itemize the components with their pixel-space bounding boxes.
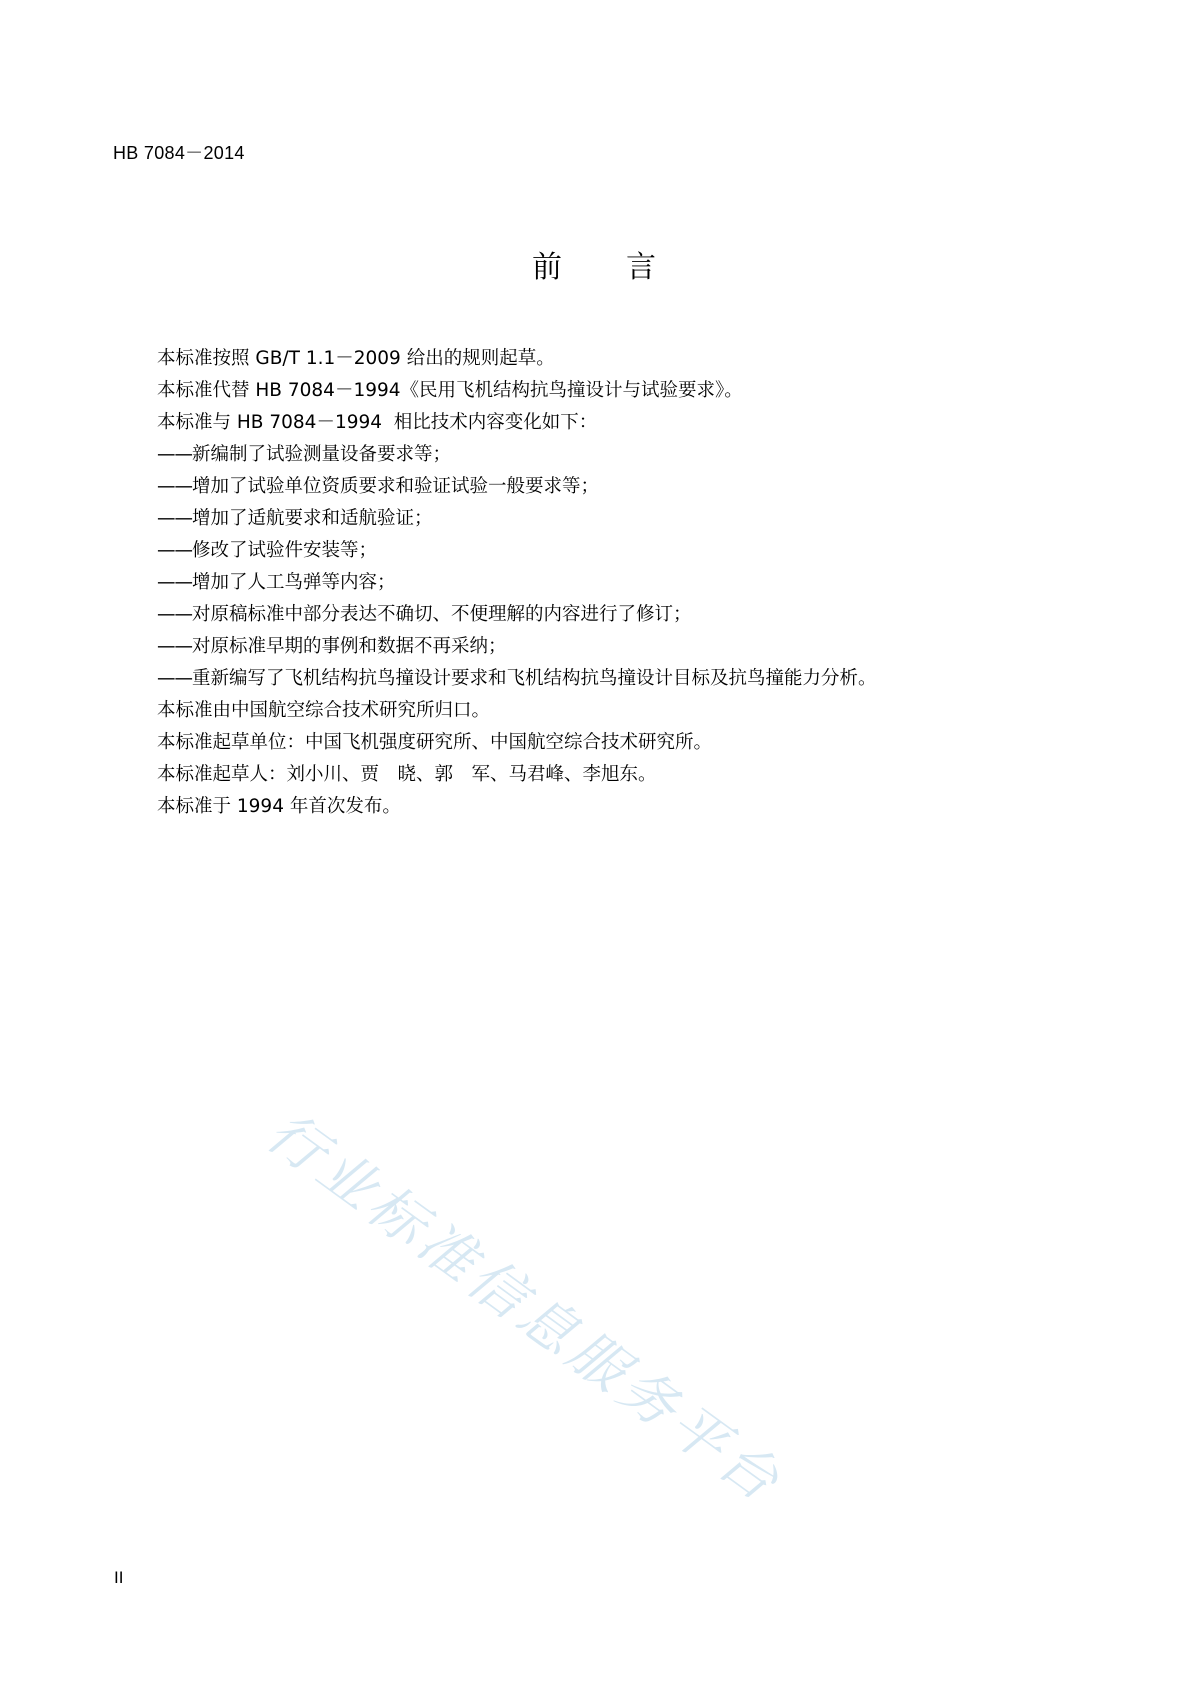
list-item-text: 修改了试验件安装等； [192,540,378,561]
list-item [157,471,1077,503]
list-item-text: 对原标准早期的事例和数据不再采纳； [192,636,507,657]
dash-marker: —— [157,444,192,465]
paragraph-changes-intro: 本标准与 HB 7084－1994 相比技术内容变化如下： [157,412,598,433]
dash-marker: —— [157,604,192,625]
list-item-text: 对原稿标准中部分表达不确切、不便理解的内容进行了修订； [192,604,692,625]
list-item-text: 增加了试验单位资质要求和验证试验一般要求等； [192,476,600,497]
list-item [157,535,1077,567]
page-number: II [114,1568,124,1587]
list-item-text: 增加了适航要求和适航验证； [192,508,433,529]
list-item-text: 重新编写了飞机结构抗鸟撞设计要求和飞机结构抗鸟撞设计目标及抗鸟撞能力分析。 [192,668,877,689]
paragraph-first-release: 本标准于 1994 年首次发布。 [157,796,401,817]
list-item [157,599,1077,631]
dash-marker: —— [157,668,192,689]
paragraph-responsible-unit: 本标准由中国航空综合技术研究所归口。 [157,700,491,721]
paragraph-drafting-units: 本标准起草单位：中国飞机强度研究所、中国航空综合技术研究所。 [157,732,713,753]
paragraph-drafting-rule: 本标准按照 GB/T 1.1－2009 给出的规则起草。 [157,348,555,369]
dash-marker: —— [157,508,192,529]
dash-marker: —— [157,476,192,497]
dash-marker: —— [157,636,192,657]
dash-marker: —— [157,572,192,593]
list-item-text: 增加了人工鸟弹等内容； [192,572,396,593]
page-title [0,242,1190,286]
title-char-2: 言 [626,250,658,285]
paragraph-drafters: 本标准起草人：刘小川、贾 晓、郭 军、马君峰、李旭东。 [157,764,657,785]
list-item [157,663,1077,695]
list-item [157,503,1077,535]
list-item [157,631,1077,663]
document-code: HB 7084－2014 [113,143,245,163]
title-char-1: 前 [532,250,564,285]
watermark-text: 行业标准信息服务平台 [254,1099,795,1517]
list-item-text: 新编制了试验测量设备要求等； [192,444,452,465]
list-item [157,567,1077,599]
paragraph-replaces: 本标准代替 HB 7084－1994《民用飞机结构抗鸟撞设计与试验要求》。 [157,380,743,401]
foreword-body [157,343,1077,823]
list-item [157,439,1077,471]
dash-marker: —— [157,540,192,561]
